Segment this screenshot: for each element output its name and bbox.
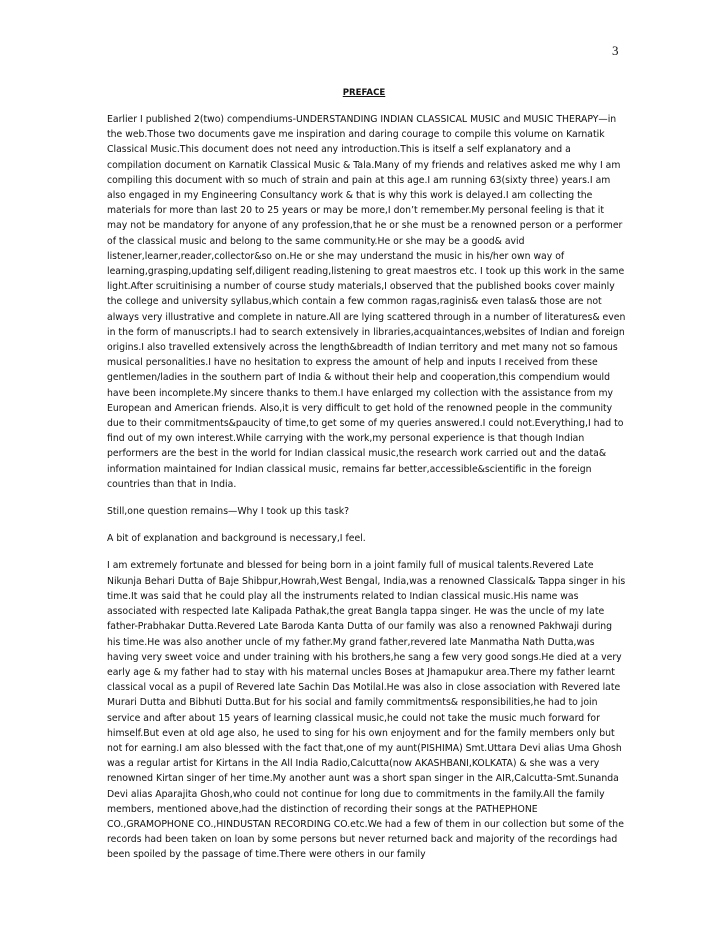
page-number: 3 [612,43,619,58]
paragraph: Earlier I published 2(two) compendiums-UNDERSTANDING INDIAN CLASSICAL MUSIC and MUSIC THERAPY—in the web.Those two documents gave me inspiration and daring courage to compile this volume on Karnatik Classical Music.This document does not need any introduction.This is itself a self explanatory and a compilation document on Karnatik Classical Music & Tala.Many of my friends and relatives asked me why I am compiling this document with so much of strain and pain at this age.I am running 63(sixty three) years.I am also engaged in my Engineering Consultancy work & that is why this work is delayed.I am collecting the materials for more than last 20 to 25 years or may be more,I don’t remember.My personal feeling is that it may not be mandatory for anyone of any profession,that he or she must be a renowned person or a performer of the classical music and belong to the same community.He or she may be a good& avid listener,learner,reader,collector&so on.He or she may understand the music in his/her own way of learning,grasping,updating self,diligent reading,listening to great maestros etc. I took up this work in the same light.After scruitinising a number of course study materials,I observed that the published books cover mainly the college and university syllabus,which contain a few common ragas,raginis& even talas& those are not always very illustrative and complete in nature.All are lying scattered through in a number of literatures& even in the form of manuscripts.I had to search extensively in libraries,acquaintances,websites of Indian and foreign origins.I also travelled extensively across the length&breadth of Indian territory and met many not so famous musical personalities.I have no hesitation to express the amount of help and inputs I received from these gentlemen/ladies in the southern part of India & without their help and cooperation,this compendium would have been incomplete.My sincere thanks to them.I have enlarged my collection with the assistance from my European and American friends. Also,it is very difficult to get hold of the renowned people in the community due to their commitments&paucity of time,to get some of my queries answered.I could not.Everything,I had to find out of my own interest.While carrying with the work,my personal experience is that though Indian performers are the best in the world for Indian classical music,the research work carried out and the data& information maintained for Indian classical music, remains far better,accessible&scientific in the foreign countries than that in India. [107,114,626,490]
body-text [107,112,627,875]
paragraph: Still,one question remains—Why I took up this task? [107,506,350,518]
page-title: PREFACE [342,88,386,98]
paragraph: A bit of explanation and background is necessary,I feel. [107,533,366,545]
paragraph: I am extremely fortunate and blessed for being born in a joint family full of musical talents.Revered Late Nikunja Behari Dutta of Baje Shibpur,Howrah,West Bengal, India,was a renowned Classical& Tappa singer in his time.It was said that he could play all the instruments related to Indian classical music.His name was associated with respected late Kalipada Pathak,the great Bangla tappa singer. He was the uncle of my late father-Prabhakar Dutta.Revered Late Baroda Kanta Dutta of our family was also a renowned Pakhwaji during his time.He was also another uncle of my father.My grand father,revered late Manmatha Nath Dutta,was having very sweet voice and under training with his brothers,he sang a few very good songs.He died at a very early age & my father had to stay with his maternal uncles Boses at Jhamapukur area.There my father learnt classical vocal as a pupil of Revered late Sachin Das Motilal.He was also in close association with Revered late Murari Dutta and Bibhuti Dutta.But for his social and family commitments& responsibilities,he had to join service and after about 15 years of learning classical music,he could not take the music much forward for himself.But even at old age also, he used to sing for his own enjoyment and for the family members only but not for earning.I am also blessed with the fact that,one of my aunt(PISHIMA) Smt.Uttara Devi alias Uma Ghosh was a regular artist for Kirtans in the All India Radio,Calcutta(now AKASHBANI,KOLKATA) & she was a very renowned Kirtan singer of her time.My another aunt was a short span singer in the AIR,Calcutta-Smt.Sunanda Devi alias Aparajita Ghosh,who could not continue for long due to commitments in the family.All the family members, mentioned above,had the distinction of recording their songs at the PATHEPHONE CO.,GRAMOPHONE CO.,HINDUSTAN RECORDING CO.etc.We had a few of them in our collection but some of the records had been taken on loan by some persons but never returned back and majority of the recordings had been spoiled by the passage of time.There were others in our family [107,560,626,861]
